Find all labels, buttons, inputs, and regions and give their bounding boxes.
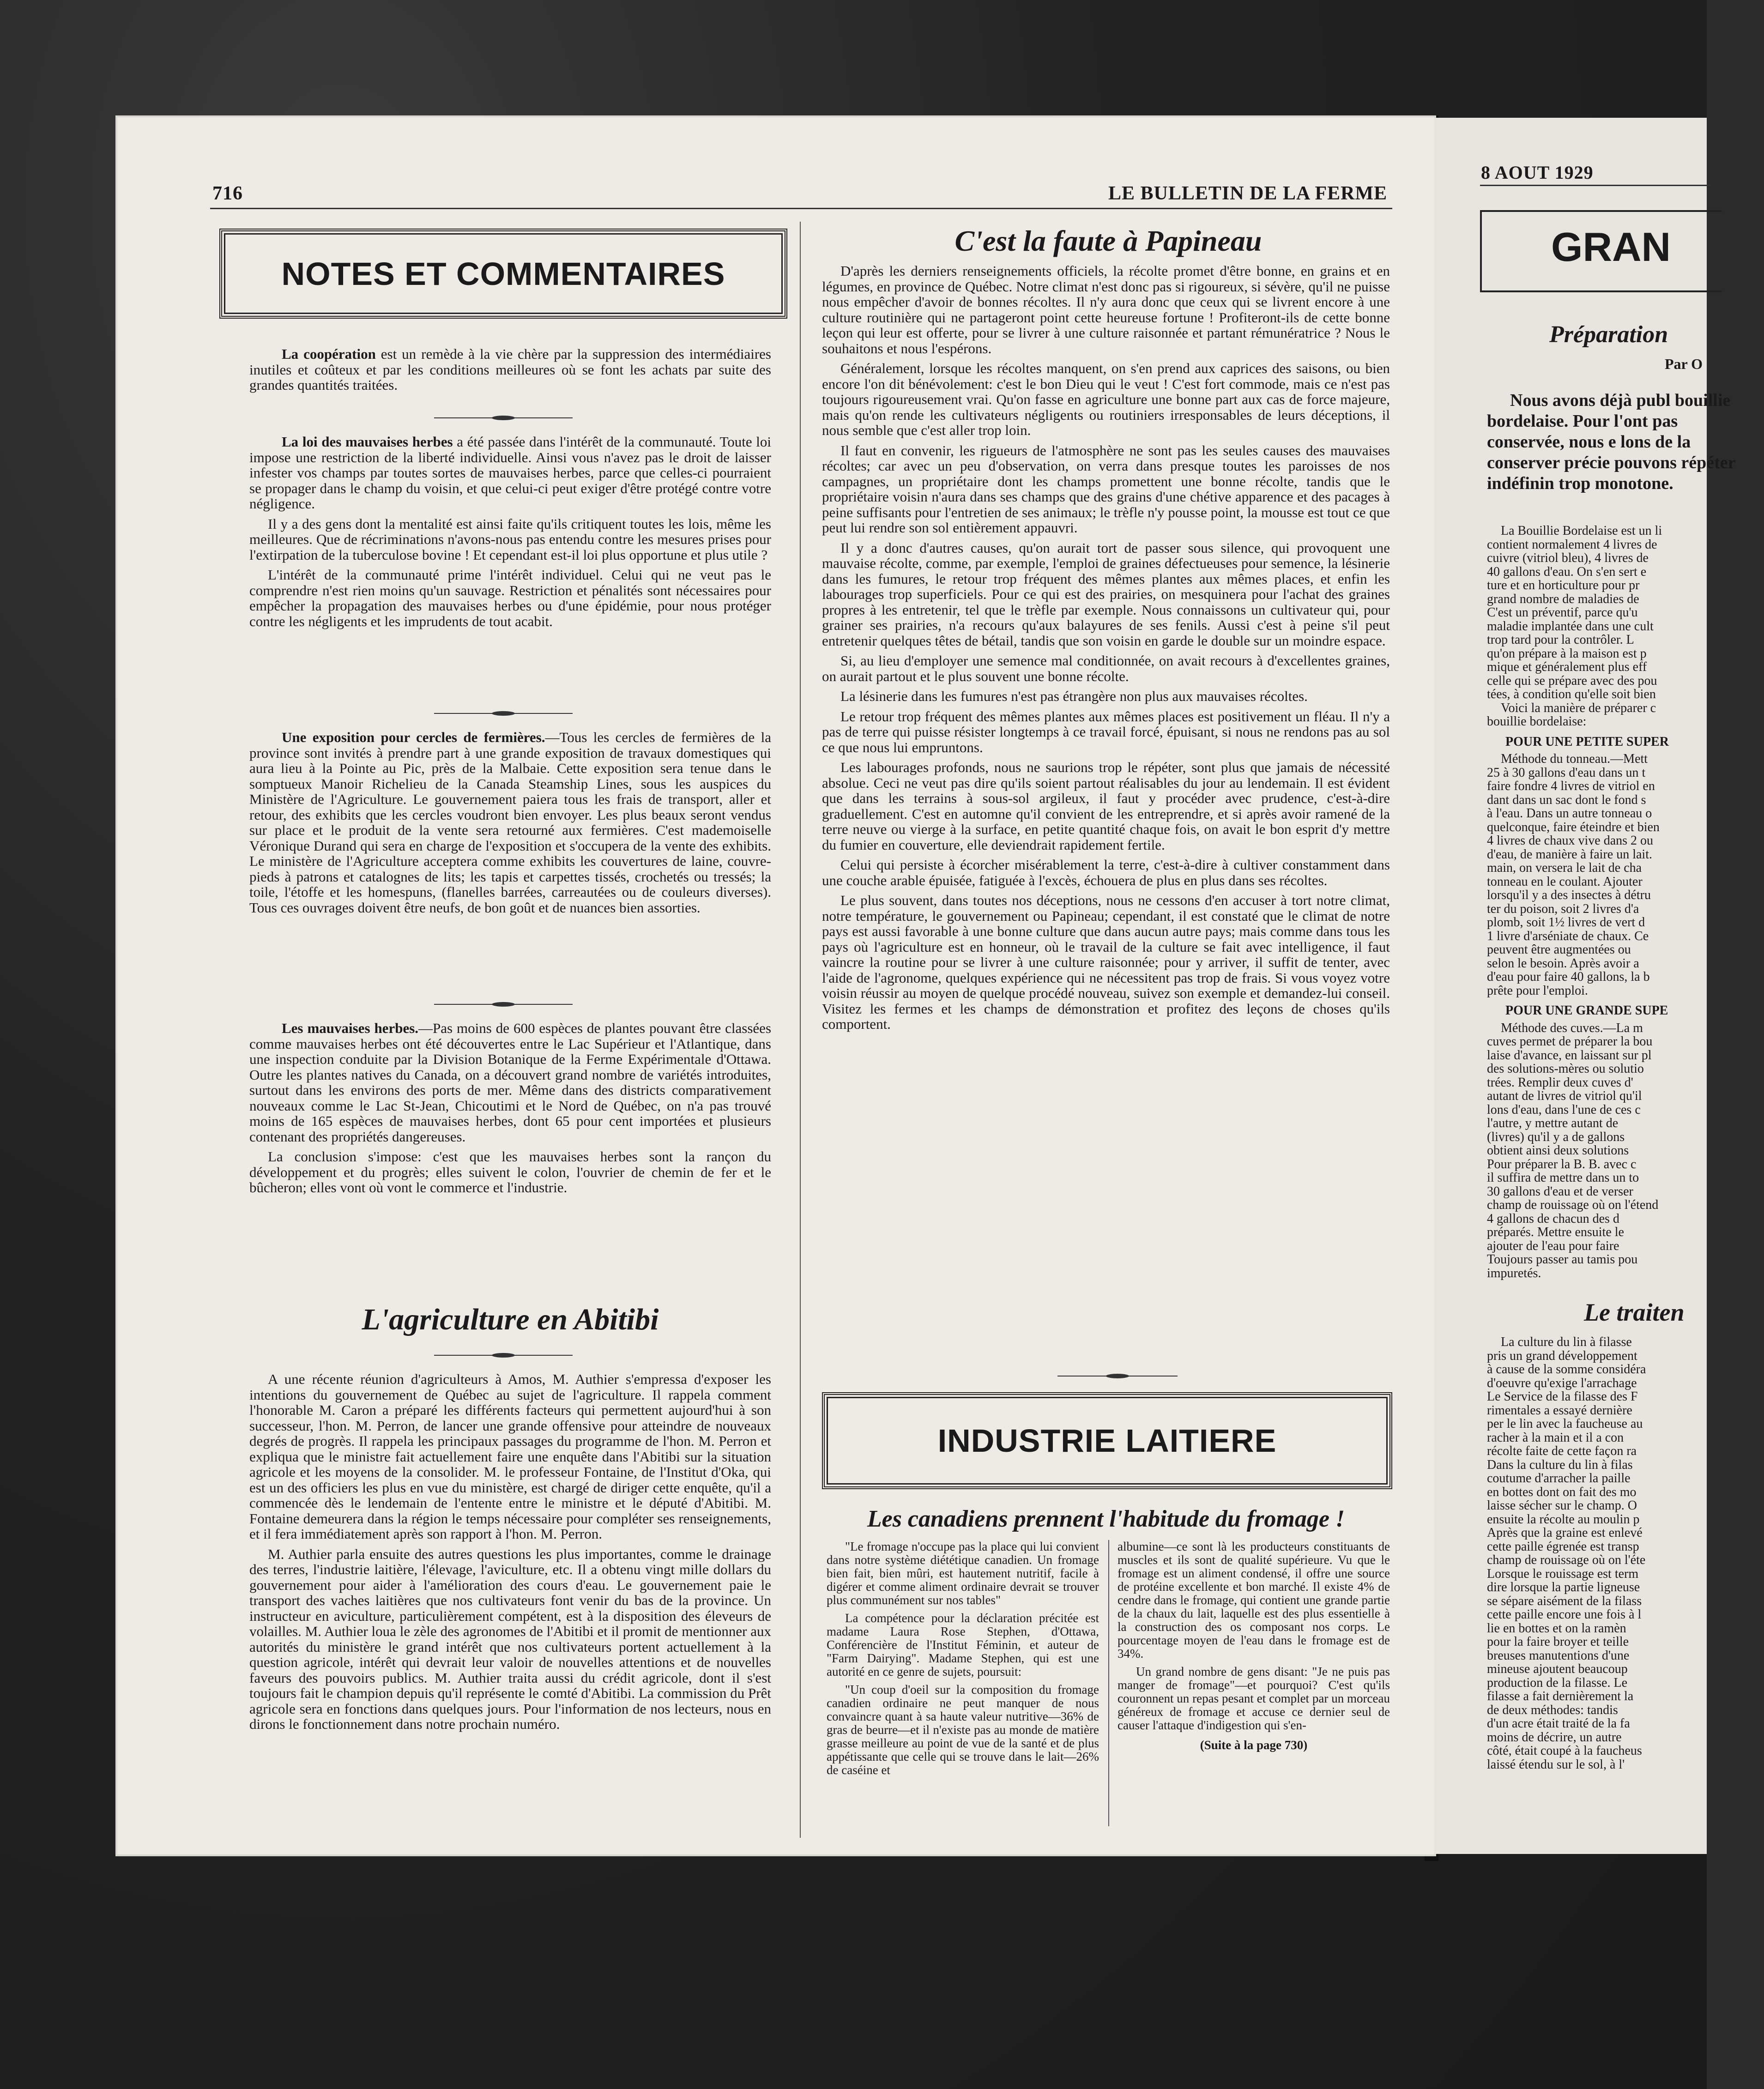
papineau-paragraph-7: Le retour trop fréquent des mêmes plantes aux mêmes places est positivement un fléau. Il n'y a pas de terre qui puisse résister longtemps à ce travail forcé, épuisant, si nous ne rendons pas au sol ce que nous lui empruntons. — [822, 708, 1390, 755]
exposition-text: —Tous les cercles de fermières de la province sont invités à prendre part à une grande exposition de travaux domestiques qui aura lieu à la Pointe au Pic, près de la Malbaie. Cette exposition sera tenue dans le somptueux Manoir Richelieu de la Canada Steamship Lines, sous les auspices du Ministère de l'Agriculture. Le gouvernement paiera tous les frais de transport, aller et retour, des exhibits que les cercles voudront bien envoyer. Les plus beaux seront vendus sur place et le produit de la vente sera retourné aux fermières. C'est mademoiselle Véronique Durand qui sera en charge de l'exposition et s'occupera de la vente des exhibits. Le ministère de l'Agriculture acceptera comme exhibits les couvertures de laine, couvre-pieds à patrons et catalognes de lits; les tapis et carpettes tissés, crochetés ou tressés; la toile, l'étoffe et les homespuns, (flanelles barrées, carreautées ou de couleurs diverses). Tous ces ouvrages doivent être neufs, de bon goût et de nuances bien assorties. — [249, 729, 771, 916]
line: bouillie bordelaise: — [1487, 714, 1587, 729]
exposition-section — [249, 730, 771, 920]
line: 30 gallons d'eau et de verser — [1487, 1184, 1633, 1199]
laitiere-right-column — [1118, 1540, 1390, 1757]
line: laise d'avance, en laissant sur pl — [1487, 1048, 1652, 1063]
right-page-fragment — [1434, 118, 1735, 1854]
line: qu'on prépare à la maison est p — [1487, 646, 1647, 661]
laitiere-subtitle: Les canadiens prennent l'habitude du fromage ! — [867, 1506, 1345, 1532]
weeds-paragraph — [249, 1020, 771, 1144]
weeds-law-paragraph-3: L'intérêt de la communauté prime l'intérêt individuel. Celui qui ne veut pas le comprendre n'est rien moins qu'un sauvage. Restriction et pénalités sont nécessaires pour empêcher la propagation des mauvaises herbes ou d'une épidémie, pour nous protéger contre les négligents et les imprudents de tout acabit. — [249, 567, 771, 629]
line: per le lin avec la faucheuse au — [1487, 1417, 1643, 1431]
line: l'autre, y mettre autant de — [1487, 1116, 1619, 1130]
notes-column — [249, 346, 771, 398]
line: faire fondre 4 livres de vitriol en — [1487, 779, 1655, 793]
line: pour la faire broyer et teille — [1487, 1635, 1629, 1649]
line: rimentales a essayé dernière — [1487, 1403, 1632, 1418]
line: d'un acre était traité de la fa — [1487, 1716, 1630, 1731]
line: Lorsque le rouissage est term — [1487, 1566, 1639, 1581]
line: il suffira de mettre dans un to — [1487, 1171, 1639, 1185]
line: en bottes dont on fait des mo — [1487, 1485, 1637, 1499]
weeds-heading: Les mauvaises herbes. — [282, 1020, 419, 1036]
papineau-paragraph-4: Il y a donc d'autres causes, qu'on aurait tort de passer sous silence, qui provoquent une mauvaise récolte, comme, par exemple, l'emploi de graines défectueuses pour semence, la lésinerie dans les fumures, le retour trop fréquent des mêmes plantes aux mêmes places, et enfin les labourages trop superficiels. Pour ce qui est des prairies, on mesquinera pour l'achat des graines propres à les entretenir, tel que le trèfle par exemple. Nous connaissons un cultivateur qui, pour grainer ses prairies, n'a recours qu'aux balayures de ses fenils. Aussi c'est à peine s'il peut entretenir quelques têtes de bétail, tandis que son voisin en garde le double sur un moindre espace. — [822, 539, 1390, 649]
cooperation-heading: La coopération — [282, 346, 376, 362]
line: racher à la main et il a con — [1487, 1430, 1624, 1445]
notes-title: NOTES ET COMMENTAIRES — [224, 233, 783, 314]
line: lie en bottes et on la ramèn — [1487, 1621, 1626, 1636]
continued-note: (Suite à la page 730) — [1200, 1738, 1308, 1752]
exposition-heading: Une exposition pour cercles de fermières. — [282, 729, 545, 745]
line: cuivre (vitriol bleu), 4 livres de — [1487, 551, 1649, 565]
right-big-title: GRAN — [1551, 224, 1671, 270]
line: cuves permet de préparer la bou — [1487, 1034, 1653, 1049]
line: des solutions-mères ou solutio — [1487, 1062, 1644, 1076]
line: Voici la manière de préparer c — [1501, 700, 1656, 715]
exposition-paragraph — [249, 730, 771, 915]
column-rule — [800, 222, 801, 1838]
papineau-paragraph-6: La lésinerie dans les fumures n'est pas étrangère non plus aux mauvaises récoltes. — [840, 688, 1308, 704]
line: (livres) qu'il y a de gallons — [1487, 1129, 1625, 1144]
line: 1 livre d'arséniate de chaux. Ce — [1487, 929, 1649, 943]
line: obtient ainsi deux solutions — [1487, 1143, 1629, 1158]
papineau-paragraph-2: Généralement, lorsque les récoltes manquent, on s'en prend aux caprices des saisons, ou bien encore l'on dit bénévolement: c'est le bon Dieu qui le veut ! C'est fort commode, mais ce n'est pas toujours rigoureusement vrai. Qu'on fasse en agriculture une bonne part aux cas de force majeure, mais qu'on rende les cultivateurs négligents ou routiniers irresponsables de leurs déceptions, il nous semble que c'est aller trop loin. — [822, 360, 1390, 438]
line: côté, était coupé à la faucheus — [1487, 1744, 1642, 1758]
laitiere-title-box — [822, 1392, 1392, 1489]
line: main, on versera le lait de cha — [1487, 861, 1642, 875]
line: 25 à 30 gallons d'eau dans un t — [1487, 765, 1646, 780]
line: contient normalement 4 livres de — [1487, 537, 1657, 552]
line: de deux méthodes: tandis — [1487, 1703, 1618, 1717]
line: ter du poison, soit 2 livres d'a — [1487, 901, 1639, 916]
line: 4 livres de chaux vive dans 2 ou — [1487, 833, 1654, 848]
line: 40 gallons d'eau. On s'en sert e — [1487, 564, 1647, 579]
line: lons d'eau, dans l'une de ces c — [1487, 1102, 1641, 1117]
section-divider — [434, 416, 573, 420]
line: dant dans un sac dont le fond s — [1487, 792, 1646, 807]
line: dire lorsque la partie ligneuse — [1487, 1580, 1640, 1594]
publication-name: LE BULLETIN DE LA FERME — [1108, 183, 1388, 204]
line: quelconque, faire éteindre et bien — [1487, 820, 1660, 834]
weeds-law-text: a été passée dans l'intérêt de la communauté. Toute loi impose une restriction de la liberté individuelle. Ainsi vous n'avez pas le droit de laisser infester vos champs par toutes sortes de mauvaises herbes, parce que celles-ci pourraient se propager dans le champ du voisin, et que celui-ci peut exiger d'être protégé contre votre négligence. — [249, 434, 772, 512]
line: Méthode du tonneau.—Mett — [1501, 752, 1648, 766]
line: autant de livres de vitriol qu'il — [1487, 1089, 1642, 1103]
abitibi-title: L'agriculture en Abitibi — [362, 1303, 659, 1336]
papineau-paragraph-10: Le plus souvent, dans toutes nos déceptions, nous ne cessons d'en accuser à tort notre climat, notre température, le gouvernement ou Papineau; cependant, il est constaté que le climat de notre pays est aussi favorable à une bonne culture que dans aucun autre pays; mais comme dans tous les pays où l'agriculture est en honneur, où le travail de la culture se fait avec intelligence, il faut vaincre la routine pour se livrer à une culture raisonnée; pour y arriver, il suffit de tenter, avec l'aide de l'agronome, quelques expérience qui ne nécessitent pas trop de frais. Si vous voyez votre voisin réussir au moyen de quelque procédé nouveau, suivez son exemple et demandez-lui conseil. Visitez les fermes et les champs de démonstration et profitez des leçons de choses qu'ils comportent. — [822, 892, 1390, 1032]
right-byline: Par O — [1665, 356, 1703, 372]
papineau-paragraph-1: D'après les derniers renseignements officiels, la récolte promet d'être bonne, en grains et en légumes, en province de Québec. Notre climat n'est donc pas si rigoureux, si sévère, qu'il ne puisse nous empêcher d'avoir de bonnes récoltes. Il n'y aura donc que ceux qui se livrent encore à une culture routinière qui ne partageront point cette heureuse fortune ! Profiteront-ils de cette bonne leçon qui leur est offerte, pour se livrer à une culture raisonnée et partant rémunératrice ? Nous le souhaitons et nous l'espérons. — [822, 263, 1390, 356]
laitiere-paragraph-1: "Le fromage n'occupe pas la place qui lui convient dans notre système diététique canadien. Un fromage bien fait, bien mûri, est hautement nutritif, facile à digérer et comme aliment ordinaire devrait se trouver plus communément sur nos tables" — [827, 1540, 1099, 1607]
line: mineuse ajoutent beaucoup — [1487, 1662, 1628, 1676]
subheading: POUR UNE PETITE SUPER — [1505, 734, 1669, 749]
line: se sépare aisément de la filass — [1487, 1594, 1642, 1608]
header-rule — [210, 208, 1392, 209]
line: moins de décrire, un autre — [1487, 1730, 1622, 1745]
line: Pour préparer la B. B. avec c — [1487, 1157, 1637, 1171]
papineau-paragraph-8: Les labourages profonds, nous ne saurions trop le répéter, sont plus que jamais de nécessité absolue. Ceci ne veut pas dire qu'ils soient partout réalisables du jour au lendemain. Il est évident que dans les terrains à sous-sol argileux, il faut y procéder avec prudence, c'est-à-dire graduellement. C'est en automne qu'il convient de les entreprendre, et si après avoir ramené de la terre neuve ou vierge à la surface, en petite quantité chaque fois, on avait le bon esprit d'y mettre du fumier en couverture, elle deviendrait rapidement fertile. — [822, 759, 1390, 853]
weeds-text: —Pas moins de 600 espèces de plantes pouvant être classées comme mauvaises herbes ont été découvertes entre le Lac Supérieur et l'Atlantique, dans une inspection conduite par la Division Botanique de la Ferme Expérimentale d'Ottawa. Outre les plantes natives du Canada, on a découvert grand nombre de variétés introduites, surtout dans les environs des ports de mer. Même dans des districts comparativement nouveaux comme le Lac St-Jean, Chicoutimi et le Nord de Québec, on n'a pas trouvé moins de 165 espèces de mauvaises herbes, dont 65 pour cent importées et plusieurs contenant des propriétés dangereuses. — [249, 1020, 772, 1145]
line: champ de rouissage où on l'étend — [1487, 1198, 1659, 1212]
line: d'eau, de manière à faire un lait. — [1487, 847, 1652, 862]
line: cette paille encore une fois à l — [1487, 1607, 1642, 1622]
right-header-rule — [1480, 185, 1711, 186]
papineau-article — [822, 263, 1390, 1037]
line: maladie implantée dans une cult — [1487, 619, 1654, 634]
line: récolte faite de cette façon ra — [1487, 1444, 1637, 1458]
line: lorsqu'il y a des insectes à détru — [1487, 888, 1651, 902]
line: Dans la culture du lin à filas — [1487, 1457, 1633, 1472]
line: grand nombre de maladies de — [1487, 592, 1639, 606]
right-body-1 — [1487, 524, 1764, 1771]
line: mique et généralement plus eff — [1487, 660, 1647, 674]
column-rule — [1108, 1540, 1109, 1826]
papineau-paragraph-3: Il faut en convenir, les rigueurs de l'atmosphère ne sont pas les seules causes des mauvaises récoltes; car avec un peu d'observation, on verra dans presque toutes les paroisses de nos campagnes, un propriétaire dont les champs promettent une bonne récolte, tandis que le propriétaire voisin n'aura dans ses champs que des grains d'une chétive apparence et des pacages à peine suffisants pour l'entretien de ses animaux; le trèfle n'y pousse point, la mousse est tout ce que peut lui rendre son sol entièrement appauvri. — [822, 442, 1390, 536]
line: tonneau en le coulant. Ajouter — [1487, 874, 1643, 889]
line: peuvent être augmentées ou — [1487, 942, 1631, 957]
right-section-title: Préparation — [1549, 321, 1668, 348]
line: Le Service de la filasse des F — [1487, 1389, 1638, 1404]
line: Après que la graine est enlevé — [1487, 1526, 1643, 1540]
papineau-paragraph-9: Celui qui persiste à écorcher misérablement la terre, c'est-à-dire à cultiver constamment dans une couche arable épuisée, fatiguée à l'excès, échouera de plus en plus dans ses récoltes. — [822, 857, 1390, 888]
line: d'eau pour faire 40 gallons, la b — [1487, 970, 1650, 984]
weeds-law-section — [249, 434, 771, 634]
section-divider — [434, 711, 573, 716]
laitiere-paragraph-5: Un grand nombre de gens disant: "Je ne puis pas manger de fromage"—et pourquoi? C'est qu'ils couronnent un repas pesant et complet par un morceau généreux de fromage et accuse ce dernier seul de causer l'attaque d'indigestion qui s'en- — [1118, 1665, 1390, 1732]
section-divider — [434, 1002, 573, 1007]
section-divider — [434, 1353, 573, 1358]
line: ture et en horticulture pour pr — [1487, 578, 1640, 592]
laitiere-paragraph-3: "Un coup d'oeil sur la composition du fromage canadien ordinaire ne peut manquer de nous convaincre quant à sa haute valeur nutritive—36% de gras de beurre—et il n'existe pas au monde de matière grasse meilleure au point de vue de la santé et de plus appétissante que celle qui se trouve dans le lait—26% de caséine et — [827, 1683, 1099, 1777]
right-page-date: 8 AOUT 1929 — [1481, 162, 1594, 183]
weeds-law-heading: La loi des mauvaises herbes — [282, 434, 453, 450]
line: La Bouillie Bordelaise est un li — [1501, 524, 1662, 538]
subheading: POUR UNE GRANDE SUPE — [1505, 1003, 1668, 1018]
line: Toujours passer au tamis pou — [1487, 1252, 1638, 1267]
weeds-paragraph-2: La conclusion s'impose: c'est que les mauvaises herbes sont la rançon du développement et du progrès; elles suivent le colon, l'ouvrier de chemin de fer et le bûcheron; elles vont où vont le commerce et l'industrie. — [249, 1148, 771, 1195]
right-title-2: Le traiten — [1584, 1298, 1685, 1326]
line: préparés. Mettre ensuite le — [1487, 1225, 1624, 1239]
line: à l'eau. Dans un autre tonneau o — [1487, 806, 1652, 821]
line: 4 gallons de chacun des d — [1487, 1211, 1619, 1226]
line: ajouter de l'eau pour faire — [1487, 1238, 1619, 1253]
line: laisse sécher sur le champ. O — [1487, 1498, 1637, 1513]
line: tées, à condition qu'elle soit bien — [1487, 687, 1656, 701]
laitiere-paragraph-4: albumine—ce sont là les producteurs constituants de muscles et ils sont de qualité supérieure. Vu que le fromage est un aliment condensé, il offre une source de protéine excellente et bon marché. Il existe 4% de cendre dans le fromage, qui contient une grande partie de la chaux du lait, laquelle est des plus essentielle à la construction des os composant nos corps. Le pourcentage moyen de l'eau dans le fromage est de 34%. — [1118, 1540, 1390, 1660]
notes-title-box — [219, 229, 787, 319]
line: breuses manutentions d'une — [1487, 1648, 1630, 1663]
papineau-title: C'est la faute à Papineau — [954, 224, 1262, 257]
line: celle qui se prépare avec des pou — [1487, 673, 1657, 688]
line: ensuite la récolte au moulin p — [1487, 1512, 1640, 1527]
line: prête pour l'emploi. — [1487, 983, 1588, 998]
line: trées. Remplir deux cuves d' — [1487, 1075, 1633, 1090]
line: trop tard pour la contrôler. L — [1487, 633, 1634, 647]
abitibi-article — [249, 1371, 771, 1737]
right-title-box — [1480, 210, 1722, 292]
line: production de la filasse. Le — [1487, 1675, 1628, 1690]
line: pris un grand développement — [1487, 1348, 1637, 1363]
line: à cause de la somme considéra — [1487, 1362, 1646, 1377]
newspaper-page — [115, 115, 1436, 1856]
line: Méthode des cuves.—La m — [1501, 1020, 1643, 1035]
cooperation-paragraph — [249, 346, 771, 393]
line: cette paille égrenée est transp — [1487, 1539, 1639, 1554]
laitiere-paragraph-2: La compétence pour la déclaration précitée est madame Laura Rose Stephen, d'Ottawa, Conférencière de l'Institut Féminin, et auteur de "Farm Dairying". Madame Stephen, qui est une autorité en ce genre de sujets, poursuit: — [827, 1611, 1099, 1678]
line: laissé étendu sur le sol, à l' — [1487, 1757, 1625, 1772]
weeds-law-paragraph — [249, 434, 771, 512]
line: filasse a fait dernièrement la — [1487, 1689, 1634, 1703]
line: C'est un préventif, parce qu'u — [1487, 605, 1638, 620]
weeds-law-paragraph-2: Il y a des gens dont la mentalité est ainsi faite qu'ils critiquent toutes les lois, même les meilleures. Que de récriminations n'avons-nous pas entendu contre les mesures prises pour l'extirpation de la tuberculose bovine ! Et cependant est-il loi plus opportune et plus utile ? — [249, 515, 771, 563]
laitiere-title: INDUSTRIE LAITIERE — [827, 1397, 1388, 1485]
weeds-section — [249, 1020, 771, 1200]
right-intro: Nous avons déjà publ bouillie bordelaise. Pour l'ont pas conservée, nous e lons de la conserver précie pouvons répéter indéfinin trop monotone. — [1487, 391, 1735, 493]
page-number: 716 — [212, 183, 243, 204]
papineau-paragraph-5: Si, au lieu d'employer une semence mal conditionnée, on avait recours à d'excellentes graines, on aurait partout et le plus souvent une bonne récolte. — [822, 652, 1390, 684]
line: selon le besoin. Après avoir a — [1487, 956, 1639, 971]
line: coutume d'arracher la paille — [1487, 1471, 1631, 1485]
abitibi-paragraph-1: A une récente réunion d'agriculteurs à Amos, M. Authier s'empressa d'exposer les intentions du gouvernement de Québec au sujet de l'agriculture. Il rappela comment l'honorable M. Caron a préparé les différents facteurs qui permettent aujourd'hui à son successeur, l'hon. M. Perron, de lancer une grande offensive pour atteindre de nouveaux degrés de progrès. Il rappela les principaux passages du programme de l'hon. M. Perron et expliqua que le ministre fait actuellement faire une enquête dans l'Abitibi sur la situation agricole et les moyens de la consolider. M. le professeur Fontaine, de l'Institut d'Oka, qui est un des officiers les plus en vue du ministère, est chargé de diriger cette enquête, qu'il a commencée dès le lendemain de l'entente entre le ministre et le député d'Abitibi. M. Fontaine demeurera dans la région le temps nécessaire pour compléter ses renseignements, et il fera immédiatement après son rapport à l'hon. M. Perron. — [249, 1371, 771, 1542]
cooperation-text: est un remède à la vie chère par la suppression des intermédiaires inutiles et coûteux et par les conditions meilleures où se font les achats par suite des grandes quantités traitées. — [249, 346, 771, 393]
line: plomb, soit 1½ livres de vert d — [1487, 915, 1645, 930]
section-divider — [1057, 1374, 1178, 1378]
line: d'oeuvre qu'exige l'arrachage — [1487, 1376, 1637, 1390]
abitibi-paragraph-2: M. Authier parla ensuite des autres questions les plus importantes, comme le drainage des terres, l'industrie laitière, l'élevage, l'aviculture, etc. Il a obtenu vingt mille dollars du gouvernement pour aider à l'amélioration des cours d'eau. Le gouvernement paie le transport des vaches laitières que nos cultivateurs font venir du bas de la province. Un instructeur en aviculture, particulièrement compétent, est à la disposition des éleveurs de volailles. M. Authier loua le zèle des agronomes de l'Abitibi et il promit de mentionner aux autorités du ministère le grand intérêt que nos cultivateurs portent actuellement à la question agricole, intérêt qui devrait leur valoir de nouvelles attentions et de nouvelles faveurs des pouvoirs publics. M. Authier traita aussi du crédit agricole, dont il s'est toujours fait le champion depuis qu'il représente le comté d'Abitibi. La commission du Prêt agricole sera en fonctions dans quelques jours. Pour l'information de nos lecteurs, nous en dirons le fonctionnement dans notre prochain numéro. — [249, 1546, 771, 1732]
line: La culture du lin à filasse — [1501, 1335, 1632, 1349]
line: impuretés. — [1487, 1266, 1541, 1280]
laitiere-left-column — [827, 1540, 1099, 1781]
line: champ de rouissage où on l'éte — [1487, 1553, 1646, 1567]
